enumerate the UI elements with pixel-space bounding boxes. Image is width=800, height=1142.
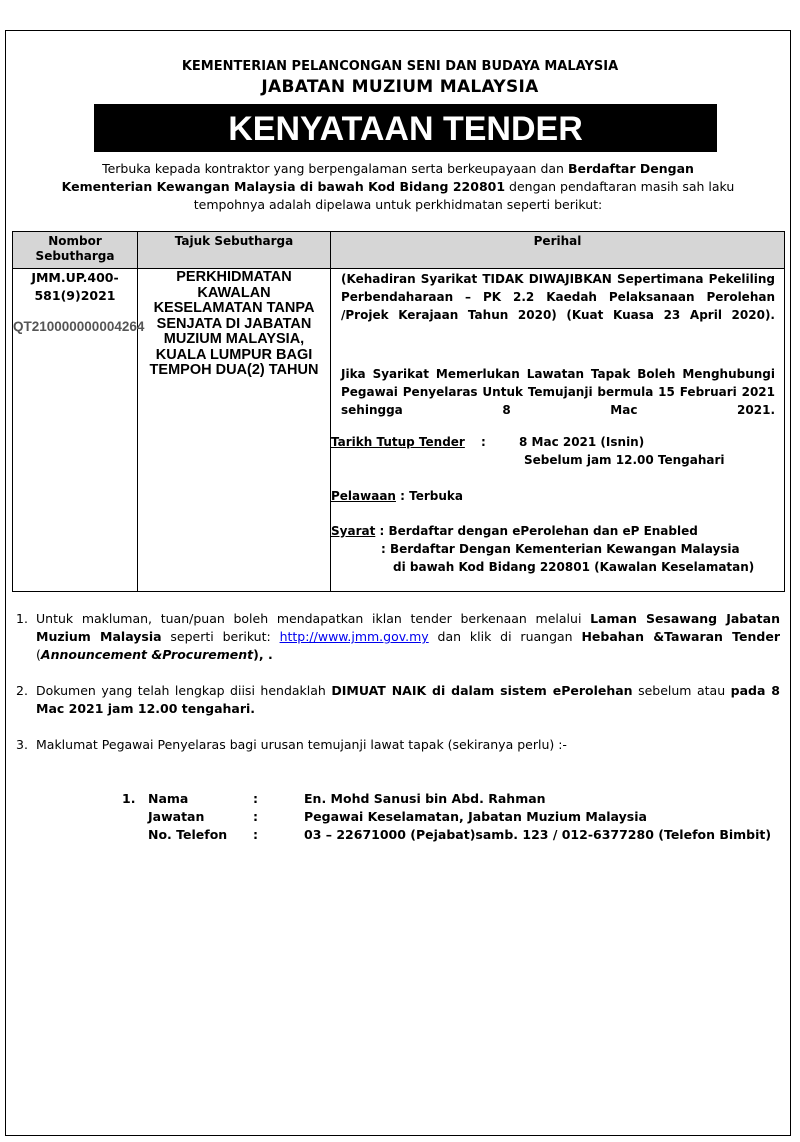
note-1-h: ), . [253,647,273,662]
note-2-number: 2. [16,683,28,698]
label-nama: Nama [148,791,189,806]
note-1-a: Untuk makluman, tuan/puan boleh mendapatkan iklan tender berkenaan melalui [36,611,591,626]
note-2-text [36,682,780,718]
intro-text-bold: Berdaftar Dengan Kementerian Kewangan Malaysia di bawah Kod Bidang 220801 [61,161,694,194]
cell-tajuk [138,269,331,592]
syarat-2: : Berdaftar Dengan Kementerian Kewangan Malaysia [381,542,740,556]
syarat-1: : Berdaftar dengan ePerolehan dan eP Enabled [375,524,698,538]
pelawaan-label: Pelawaan [331,489,396,503]
cell-perihal [331,269,785,592]
note-1-site-name: Laman Sesawang Jabatan Muzium Malaysia [36,611,780,644]
pelawaan-value: : Terbuka [395,489,463,503]
note-3-text: Maklumat Pegawai Penyelaras bagi urusan temujanji lawat tapak (sekiranya perlu) :- [36,737,567,752]
tutup-colon: : [481,435,486,449]
department-name: JABATAN MUZIUM MALAYSIA [261,77,539,97]
label-jawatan: Jawatan [148,809,205,824]
tutup-date: 8 Mac 2021 (Isnin) [519,435,645,449]
note-2-d: pada 8 Mac 2021 jam 12.00 tengahari. [36,683,780,716]
tutup-time: Sebelum jam 12.00 Tengahari [524,453,725,467]
value-jawatan: Pegawai Keselamatan, Jabatan Muzium Malaysia [304,809,647,824]
syarat-3: di bawah Kod Bidang 220801 (Kawalan Keselamatan) [393,560,755,574]
tender-title: PERKHIDMATAN KAWALAN KESELAMATAN TANPA SENJATA DI JABATAN MUZIUM MALAYSIA, KUALA LUMPUR BAGI TEMPOH DUA(2) TAHUN [149,269,319,378]
note-2-c: sebelum atau [632,683,731,698]
ministry-name: KEMENTERIAN PELANCONGAN SENI DAN BUDAYA MALAYSIA [181,59,619,74]
colon-telefon: : [253,827,258,842]
value-nama: En. Mohd Sanusi bin Abd. Rahman [304,791,546,806]
syarat-label: Syarat [331,524,376,538]
tender-number: JMM.UP.400-581(9)2021 [31,270,119,303]
contact-number: 1. [122,791,136,806]
note-1-c: seperti berikut: [161,629,280,644]
header-tajuk: Tajuk Sebutharga [138,232,331,269]
header-nombor: Nombor Sebutharga [13,232,138,269]
qt-number: QT210000000004264 [13,319,145,334]
note-2-a: Dokumen yang telah lengkap diisi hendaklah [36,683,332,698]
website-link[interactable]: http://www.jmm.gov.my [279,629,429,644]
table-row [13,269,785,592]
note-1-d: dan klik di ruangan [428,629,582,644]
note-1-f: ( [36,647,41,662]
label-telefon: No. Telefon [148,827,228,842]
colon-jawatan: : [253,809,258,824]
note-1-italic: Announcement &Procurement [40,647,254,662]
cell-nombor [13,269,145,592]
intro-text-2: dengan pendaftaran masih sah laku tempohnya adalah dipelawa untuk perkhidmatan seperti berikut: [193,179,735,212]
title-banner: KENYATAAN TENDER [94,104,717,152]
note-1-text [36,610,780,664]
intro-paragraph [60,160,736,214]
pelawaan-line [331,487,463,505]
note-1-number: 1. [16,611,28,626]
tender-table [12,231,785,592]
syarat-line-1 [331,522,698,540]
note-3-number: 3. [16,737,28,752]
intro-text-1: Terbuka kepada kontraktor yang berpengalaman serta berkeupayaan dan [102,161,568,176]
header-perihal: Perihal [331,232,785,269]
table-header-row [13,232,785,269]
perihal-para-2: Jika Syarikat Memerlukan Lawatan Tapak Boleh Menghubungi Pegawai Penyelaras Untuk Temujanji bermula 15 Februari 2021 sehingga 8 Mac 2021. [341,367,775,417]
perihal-para-1: (Kehadiran Syarikat TIDAK DIWAJIBKAN Sepertimana Pekeliling Perbendaharaan – PK 2.2 Kaedah Pelaksanaan Perolehan /Projek Kerajaan Tahun 2020) (Kuat Kuasa 23 April 2020). [341,272,775,322]
colon-nama: : [253,791,258,806]
note-1-section-name: Hebahan &Tawaran Tender [581,629,780,644]
value-telefon: 03 – 22671000 (Pejabat)samb. 123 / 012-6377280 (Telefon Bimbit) [304,827,772,842]
tutup-label: Tarikh Tutup Tender [331,435,465,449]
note-2-b: DIMUAT NAIK di dalam sistem ePerolehan [331,683,633,698]
